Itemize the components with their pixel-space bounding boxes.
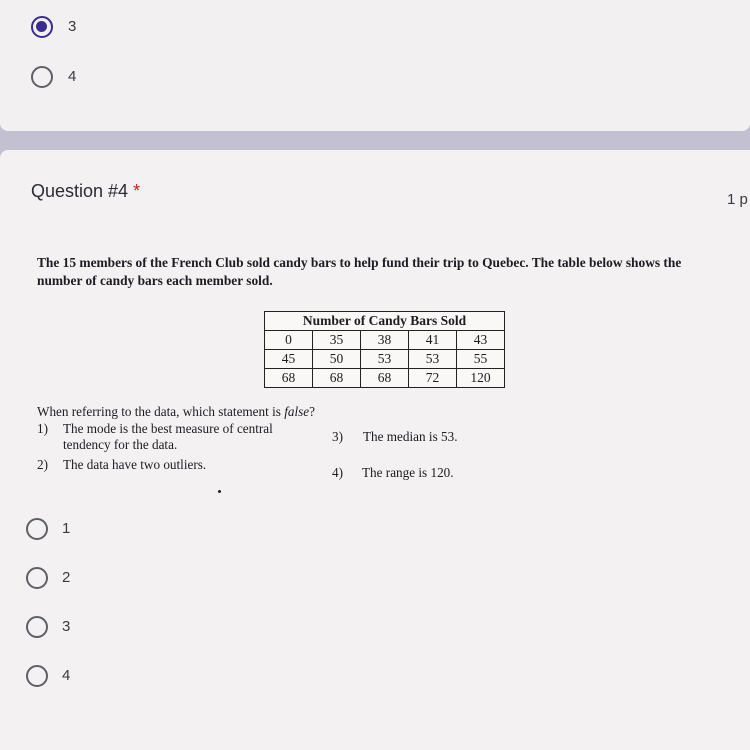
stray-dot — [218, 490, 221, 493]
radio-answer-2[interactable] — [26, 567, 48, 589]
table-cell: 41 — [409, 331, 457, 350]
table-cell: 50 — [313, 350, 361, 369]
table-cell: 68 — [313, 369, 361, 388]
answer-label: 4 — [62, 667, 71, 684]
answer-label: 2 — [62, 569, 71, 586]
table-cell: 68 — [265, 369, 313, 388]
choice-2-number: 2) — [37, 457, 48, 472]
stem-suffix: ? — [309, 404, 315, 419]
table-cell: 120 — [457, 369, 505, 388]
choice-1-text-line1: The mode is the best measure of central — [63, 421, 273, 436]
table-cell: 53 — [409, 350, 457, 369]
question-title-text: Question #4 — [31, 181, 129, 201]
choice-4-number: 4) — [332, 465, 343, 480]
table-row — [265, 350, 505, 369]
answer-label: 1 — [62, 520, 71, 537]
radio-option-3-selected[interactable] — [31, 16, 53, 38]
stem-italic-word: false — [284, 404, 310, 419]
points-label: 1 p — [727, 191, 748, 208]
question-title — [31, 181, 140, 202]
table-cell: 53 — [361, 350, 409, 369]
table-cell: 68 — [361, 369, 409, 388]
previous-question-card — [0, 0, 750, 131]
radio-answer-4[interactable] — [26, 665, 48, 687]
table-header: Number of Candy Bars Sold — [265, 312, 505, 331]
choice-2-text: The data have two outliers. — [63, 457, 207, 472]
table-cell: 0 — [265, 331, 313, 350]
table-cell: 45 — [265, 350, 313, 369]
radio-option-4[interactable] — [31, 66, 53, 88]
candy-bars-table — [264, 311, 505, 388]
required-marker: * — [133, 181, 141, 201]
choice-1-number: 1) — [37, 421, 48, 436]
question-prompt — [37, 254, 750, 290]
table-cell: 72 — [409, 369, 457, 388]
prompt-line-1: The 15 members of the French Club sold candy bars to help fund their trip to Quebec. The table below shows the — [37, 255, 682, 270]
choice-3-number: 3) — [332, 429, 343, 444]
radio-answer-1[interactable] — [26, 518, 48, 540]
question-stem — [37, 404, 315, 419]
option-label: 3 — [68, 18, 77, 35]
table-cell: 35 — [313, 331, 361, 350]
option-label: 4 — [68, 68, 77, 85]
radio-answer-3[interactable] — [26, 616, 48, 638]
prompt-line-2: number of candy bars each member sold. — [37, 273, 273, 288]
table-cell: 55 — [457, 350, 505, 369]
choice-1-text-line2: tendency for the data. — [63, 437, 178, 452]
answer-label: 3 — [62, 618, 71, 635]
choice-4-text: The range is 120. — [362, 465, 454, 480]
table-cell: 38 — [361, 331, 409, 350]
table-row — [265, 369, 505, 388]
choice-3-text: The median is 53. — [363, 429, 458, 444]
table-cell: 43 — [457, 331, 505, 350]
table-row — [265, 331, 505, 350]
stem-text: When referring to the data, which statement is — [37, 404, 285, 419]
